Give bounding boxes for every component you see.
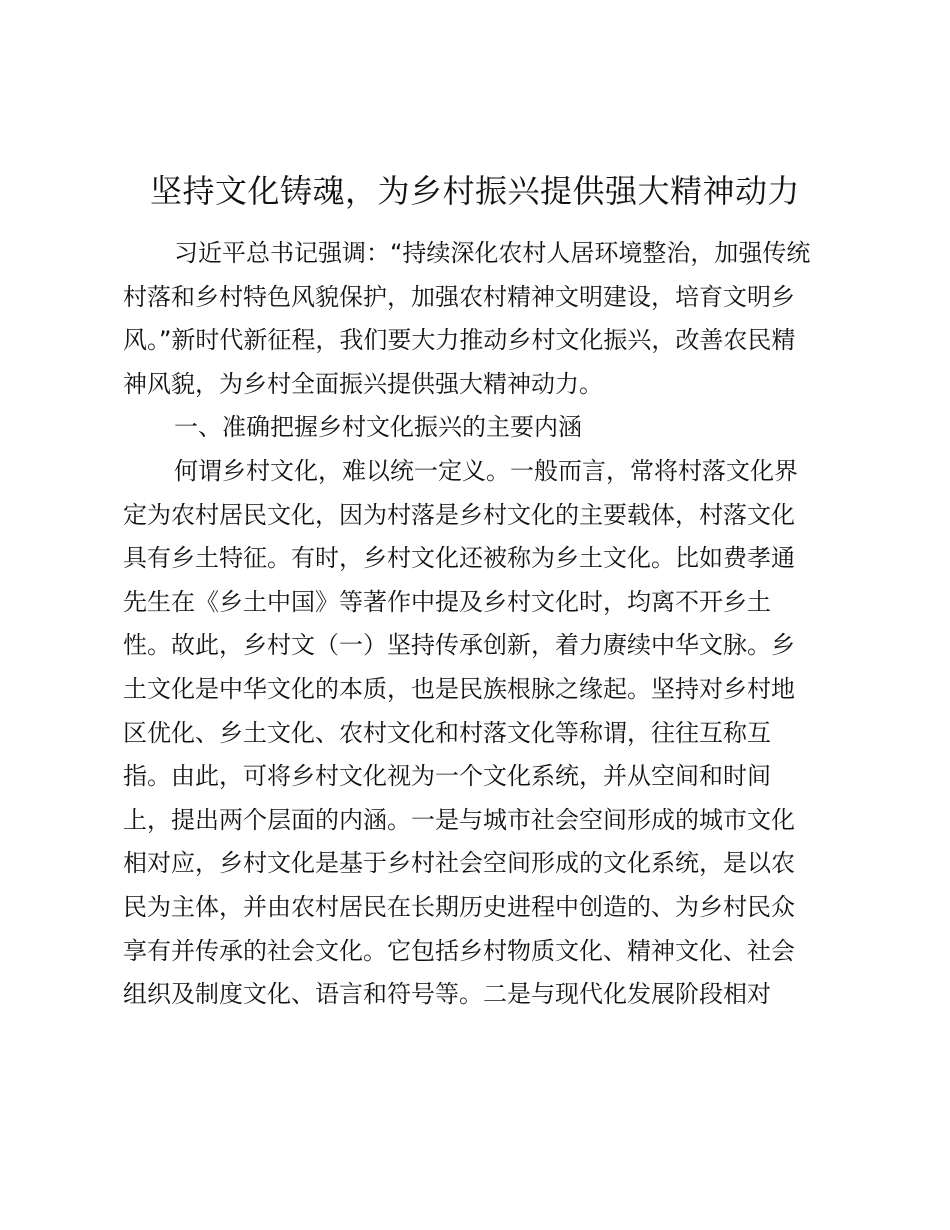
paragraph-line: 享有并传承的社会文化。它包括乡村物质文化、精神文化、社会 (123, 936, 795, 965)
paragraph-line: 区优化、乡土文化、农村文化和村落文化等称谓，往往互称互 (123, 718, 771, 747)
section-heading: 一、准确把握乡村文化振兴的主要内涵 (174, 413, 582, 442)
paragraph-line: 先生在《乡土中国》等著作中提及乡村文化时，均离不开乡土 (123, 587, 771, 616)
paragraph-line: 上，提出两个层面的内涵。一是与城市社会空间形成的城市文化 (123, 805, 795, 834)
document-body (123, 232, 833, 1017)
paragraph-line: 相对应，乡村文化是基于乡村社会空间形成的文化系统，是以农 (123, 849, 795, 878)
paragraph-line: 具有乡土特征。有时，乡村文化还被称为乡土文化。比如费孝通 (123, 544, 795, 573)
paragraph-line: 神风貌，为乡村全面振兴提供强大精神动力。 (123, 369, 603, 398)
document-title: 坚持文化铸魂，为乡村振兴提供强大精神动力 (149, 172, 800, 210)
paragraph-line: 何谓乡村文化，难以统一定义。一般而言，常将村落文化界 (174, 456, 798, 485)
paragraph-line: 风。”新时代新征程，我们要大力推动乡村文化振兴，改善农民精 (123, 326, 796, 355)
paragraph-line: 土文化是中华文化的本质，也是民族根脉之缘起。坚持对乡村地 (123, 674, 795, 703)
paragraph-line: 民为主体，并由农村居民在长期历史进程中创造的、为乡村民众 (123, 892, 795, 921)
paragraph-line: 村落和乡村特色风貌保护，加强农村精神文明建设，培育文明乡 (123, 282, 795, 311)
paragraph-line: 定为农村居民文化，因为村落是乡村文化的主要载体，村落文化 (123, 500, 795, 529)
paragraph-line: 习近平总书记强调：“持续深化农村人居环境整治，加强传统 (174, 239, 811, 267)
paragraph-line: 指。由此，可将乡村文化视为一个文化系统，并从空间和时间 (123, 762, 771, 791)
paragraph-line: 性。故此，乡村文（一）坚持传承创新，着力赓续中华文脉。乡 (123, 631, 795, 660)
paragraph-line: 组织及制度文化、语言和符号等。二是与现代化发展阶段相对 (123, 980, 771, 1009)
